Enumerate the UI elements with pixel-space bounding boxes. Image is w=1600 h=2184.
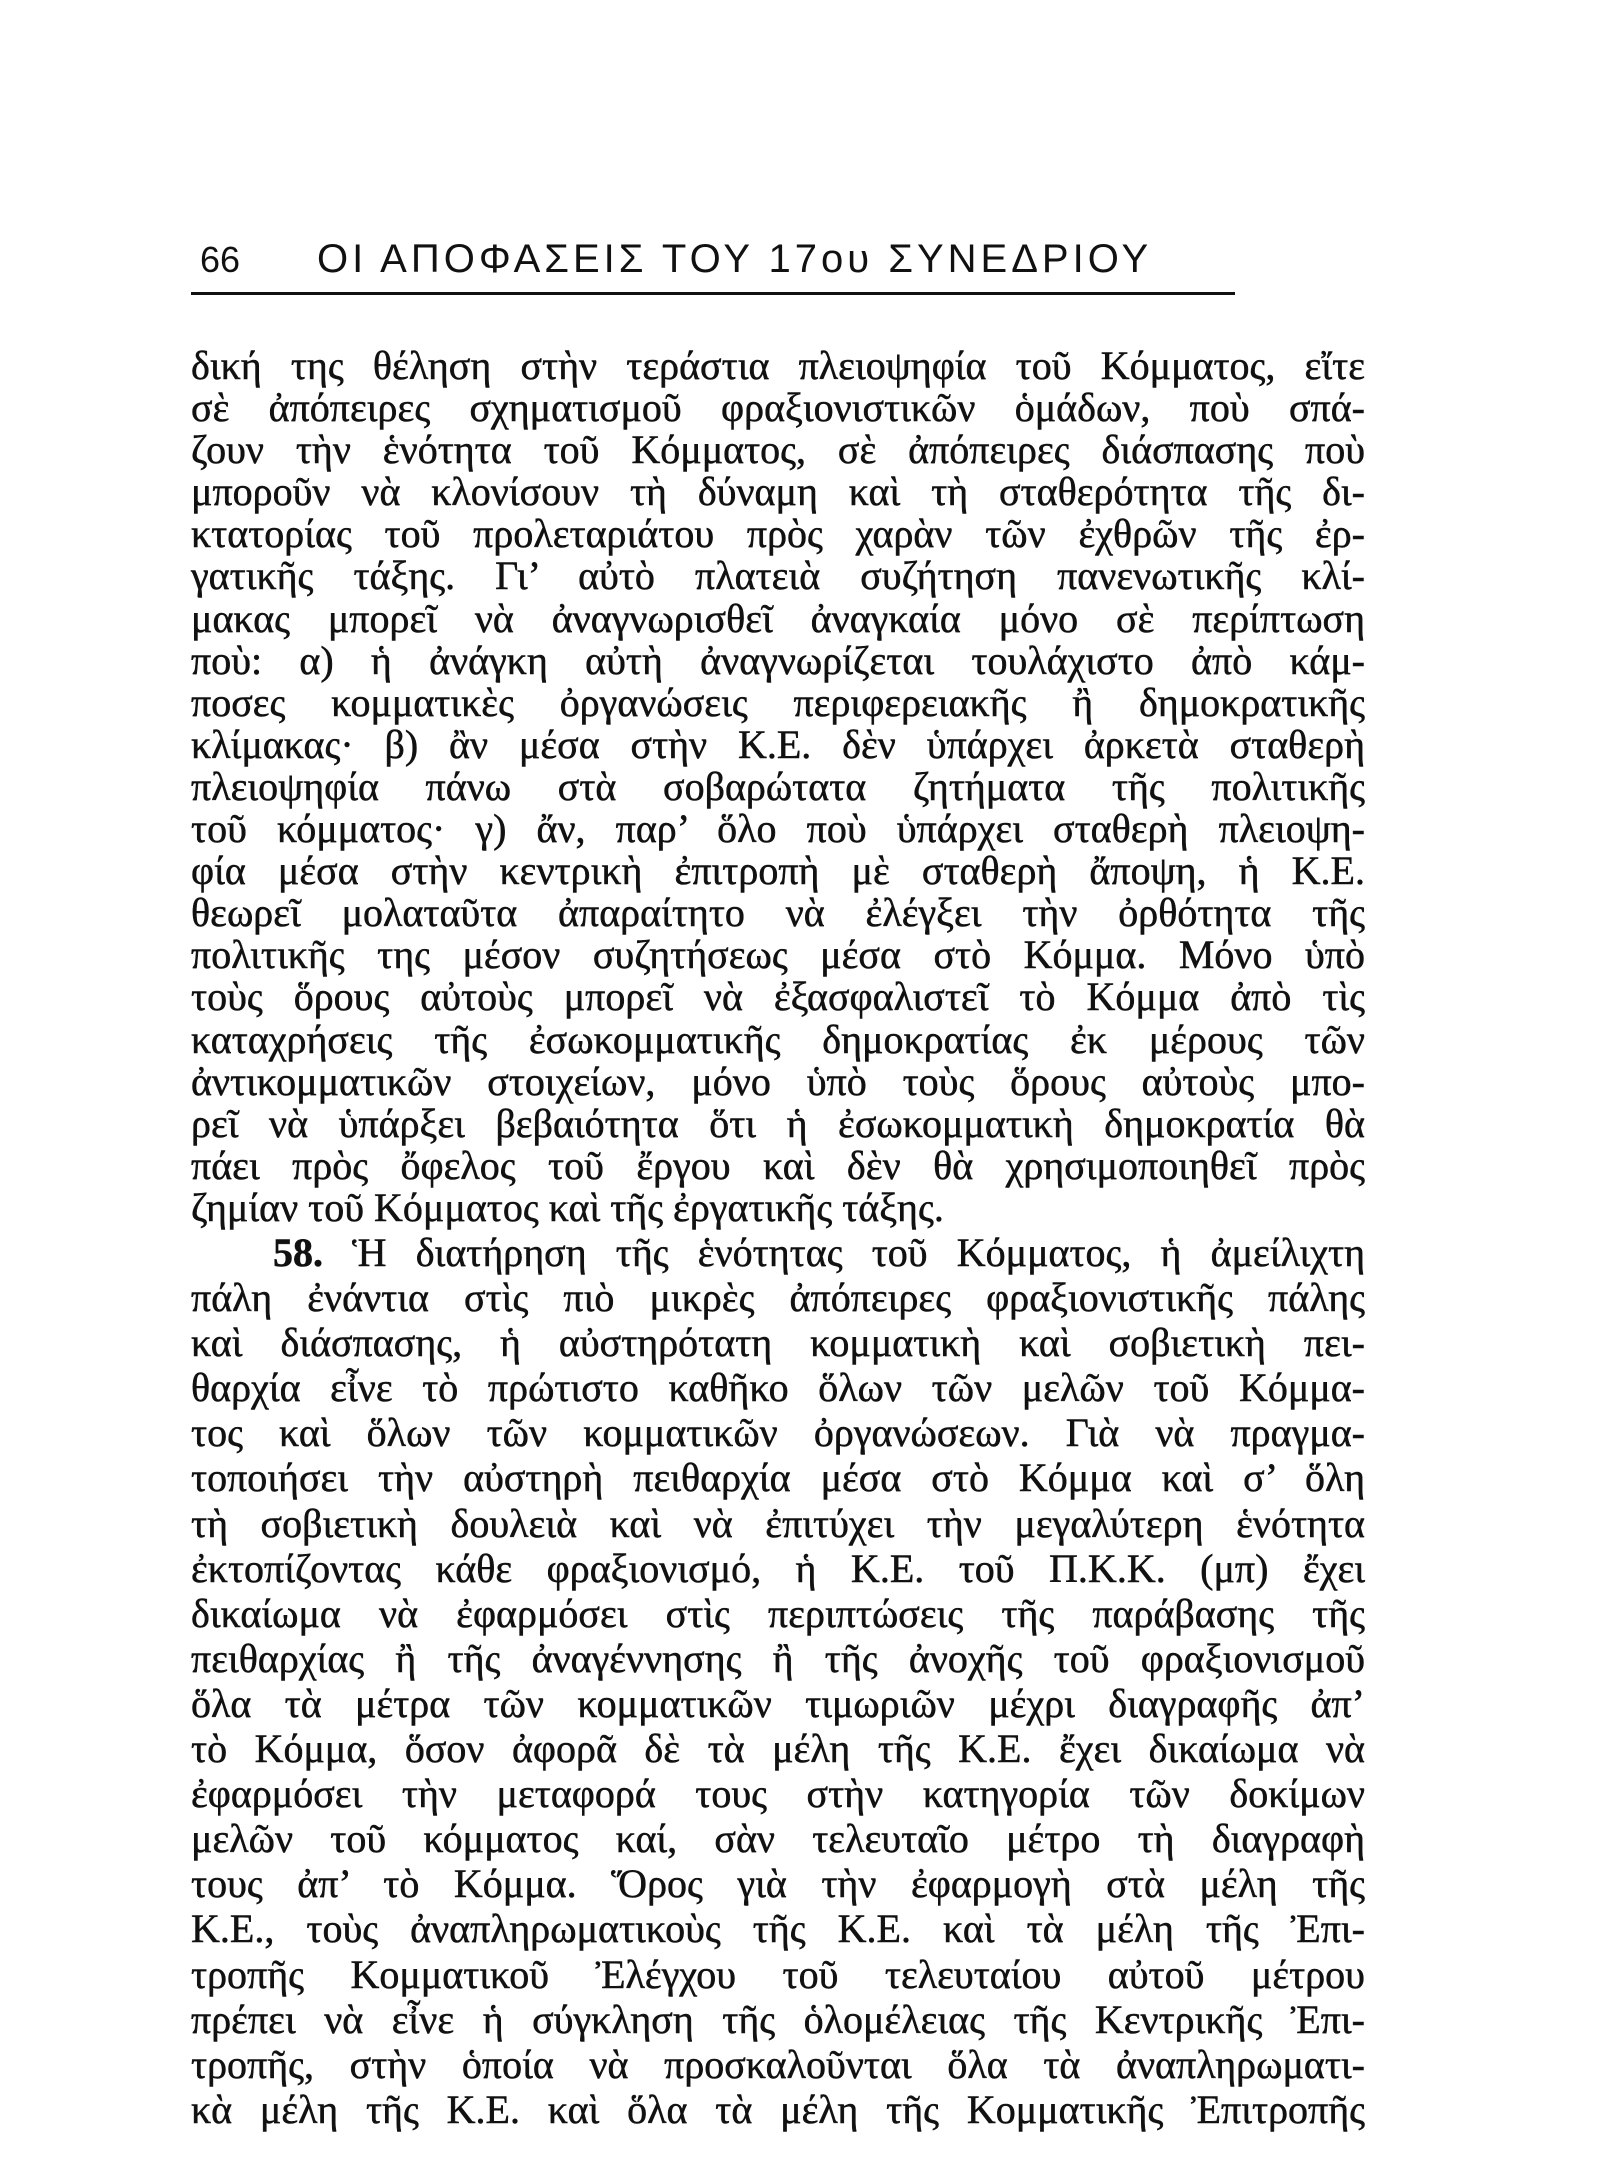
text-line: μελῶν τοῦ κόμματος καί, σὰν τελευταῖο μέτρο τὴ διαγραφὴ — [191, 1816, 1365, 1862]
text-line: πολιτικῆς της μέσον συζητήσεως μέσα στὸ Κόμμα. Μόνο ὑπὸ — [191, 932, 1365, 978]
text-line: καὶ διάσπασης, ἡ αὐστηρότατη κομματικὴ καὶ σοβιετικὴ πει- — [191, 1320, 1365, 1366]
text-line: ρεῖ νὰ ὑπάρξει βεβαιότητα ὅτι ἡ ἐσωκομματικὴ δημοκρατία θὰ — [191, 1100, 1365, 1146]
text-line: ἐκτοπίζοντας κάθε φραξιονισμό, ἡ Κ.Ε. τοῦ Π.Κ.Κ. (μπ) ἔχει — [191, 1545, 1365, 1591]
text-line-content: Ἡ διατήρηση τῆς ἑνότητας τοῦ Κόμματος, ἡ ἀμείλιχτη — [352, 1230, 1365, 1275]
text-line: τοὺς ὅρους αὐτοὺς μπορεῖ νὰ ἐξασφαλιστεῖ τὸ Κόμμα ἀπὸ τὶς — [191, 974, 1365, 1020]
text-line: δική της θέληση στὴν τεράστια πλειοψηφία τοῦ Κόμματος, εἴτε — [191, 343, 1365, 388]
text-line: Κ.Ε., τοὺς ἀναπληρωματικοὺς τῆς Κ.Ε. καὶ τὰ μέλη τῆς Ἐπι- — [191, 1906, 1365, 1952]
text-line: τους ἀπ’ τὸ Κόμμα. Ὅρος γιὰ τὴν ἐφαρμογὴ στὰ μέλη τῆς — [191, 1861, 1365, 1907]
text-line: καταχρήσεις τῆς ἐσωκομματικῆς δημοκρατίας ἐκ μέρους τῶν — [191, 1016, 1365, 1062]
running-head: ΟΙ ΑΠΟΦΑΣΕΙΣ ΤΟΥ 17ου ΣΥΝΕΔΡΙΟΥ — [317, 237, 1153, 281]
text-line: ποσες κομματικὲς ὀργανώσεις περιφερειακῆς ἢ δημοκρατικῆς — [191, 679, 1365, 725]
header-rule — [191, 292, 1235, 295]
text-line: ἀντικομματικῶν στοιχείων, μόνο ὑπὸ τοὺς ὅρους αὐτοὺς μπο- — [191, 1058, 1365, 1104]
text-line: φία μέσα στὴν κεντρικὴ ἐπιτροπὴ μὲ σταθερὴ ἄποψη, ἡ Κ.Ε. — [191, 848, 1365, 894]
text-line: τροπῆς, στὴν ὁποία νὰ προσκαλοῦνται ὅλα τὰ ἀναπληρωματι- — [191, 2041, 1365, 2087]
text-line: ὅλα τὰ μέτρα τῶν κομματικῶν τιμωριῶν μέχρι διαγραφῆς ἀπ’ — [191, 1680, 1365, 1726]
text-line: σὲ ἀπόπειρες σχηματισμοῦ φραξιονιστικῶν ὁμάδων, ποὺ σπά- — [191, 385, 1365, 431]
text-line: ζουν τὴν ἑνότητα τοῦ Κόμματος, σὲ ἀπόπειρες διάσπασης ποὺ — [191, 427, 1365, 473]
text-line: κλίμακας· β) ἂν μέσα στὴν Κ.Ε. δὲν ὑπάρχει ἀρκετὰ σταθερὴ — [191, 721, 1365, 767]
text-line: δικαίωμα νὰ ἐφαρμόσει στὶς περιπτώσεις τῆς παράβασης τῆς — [191, 1590, 1365, 1636]
text-line: γατικῆς τάξης. Γι’ αὐτὸ πλατειὰ συζήτηση πανενωτικῆς κλί- — [191, 553, 1365, 599]
paragraph — [191, 1230, 1365, 2132]
text-line: πειθαρχίας ἢ τῆς ἀναγέννησης ἢ τῆς ἀνοχῆς τοῦ φραξιονισμοῦ — [191, 1635, 1365, 1681]
text-line: πάλη ἐνάντια στὶς πιὸ μικρὲς ἀπόπειρες φραξιονιστικῆς πάλης — [191, 1275, 1365, 1321]
text-line: μακας μπορεῖ νὰ ἀναγνωρισθεῖ ἀναγκαία μόνο σὲ περίπτωση — [191, 595, 1365, 641]
text-line: πάει πρὸς ὄφελος τοῦ ἔργου καὶ δὲν θὰ χρησιμοποιηθεῖ πρὸς — [191, 1142, 1365, 1188]
text-line: τοποιήσει τὴν αὐστηρὴ πειθαρχία μέσα στὸ Κόμμα καὶ σ’ ὅλη — [191, 1455, 1365, 1501]
text-line: μποροῦν νὰ κλονίσουν τὴ δύναμη καὶ τὴ σταθερότητα τῆς δι- — [191, 469, 1365, 515]
text-line: ζημίαν τοῦ Κόμματος καὶ τῆς ἐργατικῆς τάξης. — [191, 1184, 944, 1230]
text-line: κὰ μέλη τῆς Κ.Ε. καὶ ὅλα τὰ μέλη τῆς Κομματικῆς Ἐπιτροπῆς — [191, 2086, 1365, 2132]
text-line: θαρχία εἶνε τὸ πρώτιστο καθῆκο ὅλων τῶν μελῶν τοῦ Κόμμα- — [191, 1365, 1365, 1411]
text-line: τὴ σοβιετικὴ δουλειὰ καὶ νὰ ἐπιτύχει τὴν μεγαλύτερη ἑνότητα — [191, 1500, 1365, 1546]
text-line: τοῦ κόμματος· γ) ἄν, παρ’ ὅλο ποὺ ὑπάρχει σταθερὴ πλειοψη- — [191, 806, 1365, 852]
text-line: ποὺ: α) ἡ ἀνάγκη αὐτὴ ἀναγνωρίζεται τουλάχιστο ἀπὸ κάμ- — [191, 637, 1365, 683]
paragraph-number: 58. — [273, 1230, 323, 1275]
page-number: 66 — [200, 239, 241, 280]
text-line: κτατορίας τοῦ προλεταριάτου πρὸς χαρὰν τῶν ἐχθρῶν τῆς ἐρ- — [191, 511, 1365, 557]
text-line: τος καὶ ὅλων τῶν κομματικῶν ὀργανώσεων. Γιὰ νὰ πραγμα- — [191, 1410, 1365, 1456]
text-line: θεωρεῖ μολαταῦτα ἀπαραίτητο νὰ ἐλέγξει τὴν ὀρθότητα τῆς — [191, 890, 1365, 936]
text-line: τροπῆς Κομματικοῦ Ἐλέγχου τοῦ τελευταίου αὐτοῦ μέτρου — [191, 1951, 1365, 1997]
text-line: πρέπει νὰ εἶνε ἡ σύγκληση τῆς ὁλομέλειας τῆς Κεντρικῆς Ἐπι- — [191, 1996, 1365, 2042]
text-line — [191, 1230, 1365, 1275]
text-line: πλειοψηφία πάνω στὰ σοβαρώτατα ζητήματα τῆς πολιτικῆς — [191, 763, 1365, 809]
paragraph — [191, 345, 1365, 1229]
text-line: ἐφαρμόσει τὴν μεταφορά τους στὴν κατηγορία τῶν δοκίμων — [191, 1771, 1365, 1817]
text-line: τὸ Κόμμα, ὅσον ἀφορᾶ δὲ τὰ μέλη τῆς Κ.Ε. ἔχει δικαίωμα νὰ — [191, 1726, 1365, 1772]
